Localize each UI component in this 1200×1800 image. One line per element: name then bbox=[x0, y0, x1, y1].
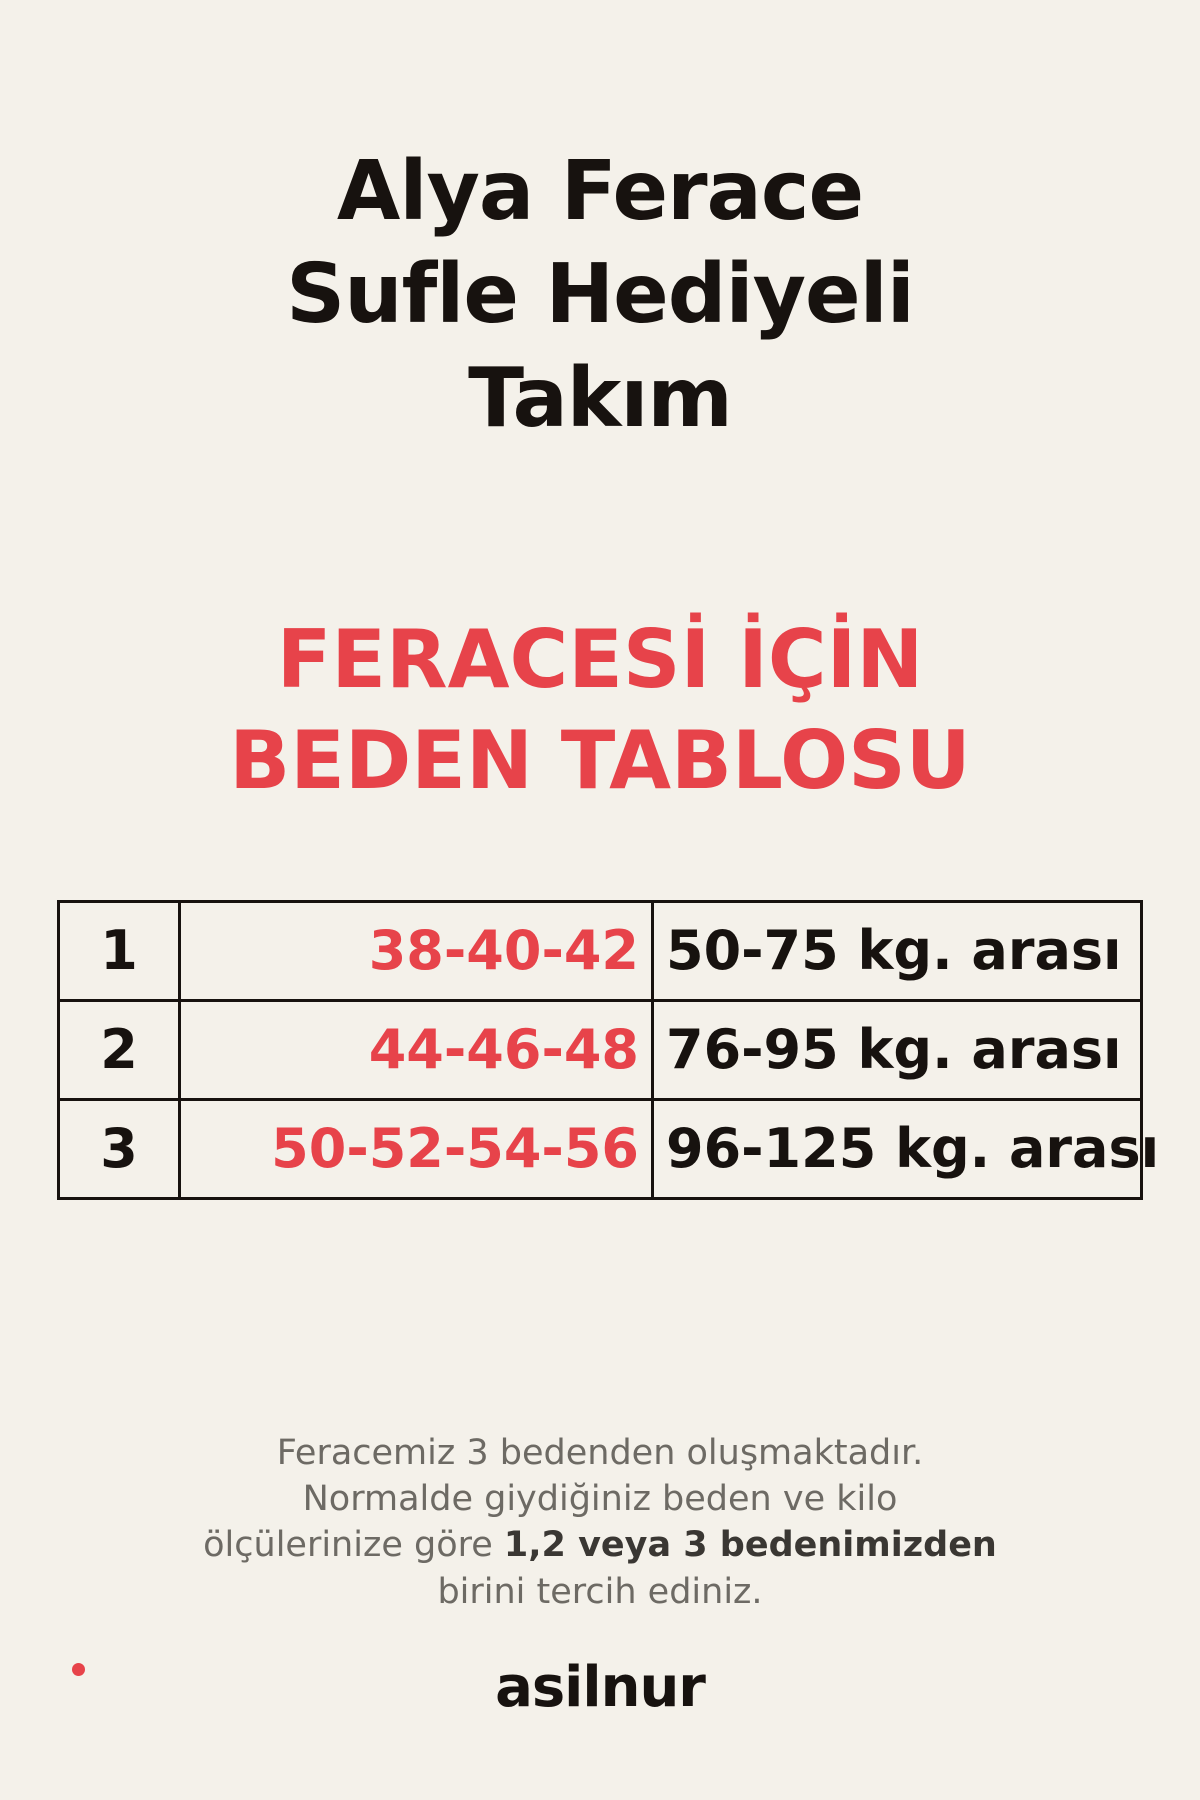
row-sizes: 38-40-42 bbox=[180, 902, 653, 1001]
size-note-line-1: Feracemiz 3 bedenden oluşmaktadır. bbox=[276, 1433, 924, 1473]
section-heading-line-2: BEDEN TABLOSU bbox=[229, 713, 971, 807]
size-note-line-2: Normalde giydiğiniz beden ve kilo bbox=[302, 1479, 898, 1520]
row-sizes: 44-46-48 bbox=[180, 1001, 653, 1100]
row-index: 2 bbox=[59, 1001, 180, 1100]
size-note bbox=[0, 1430, 1200, 1615]
table-row bbox=[59, 1001, 1142, 1100]
page-title-line-3: Takım bbox=[468, 350, 732, 446]
size-note-line-4: birini tercih ediniz. bbox=[437, 1571, 763, 1612]
section-heading-line-1: FERACESİ İÇİN bbox=[276, 613, 924, 706]
brand-logo-dot-icon bbox=[72, 1663, 85, 1676]
row-index: 1 bbox=[59, 902, 180, 1001]
size-note-line-3 bbox=[0, 1522, 1200, 1568]
table-row bbox=[59, 1100, 1142, 1199]
page-title-line-2: Sufle Hediyeli bbox=[286, 247, 914, 343]
brand-logo bbox=[0, 1655, 1200, 1720]
row-weight: 96-125 kg. arası bbox=[653, 1100, 1142, 1199]
brand-logo-text: asilnur bbox=[495, 1655, 705, 1720]
row-index: 3 bbox=[59, 1100, 180, 1199]
size-note-line-3-text: ölçülerinize göre bbox=[203, 1525, 504, 1566]
size-table-container bbox=[57, 900, 1160, 1200]
row-sizes: 50-52-54-56 bbox=[180, 1100, 653, 1199]
table-row bbox=[59, 902, 1142, 1001]
page-title-line-1: Alya Ferace bbox=[336, 144, 864, 239]
page-title bbox=[0, 140, 1200, 450]
size-table bbox=[57, 900, 1160, 1200]
row-weight: 50-75 kg. arası bbox=[653, 902, 1142, 1001]
size-note-emphasis: 1,2 veya 3 bedenimizden bbox=[503, 1525, 997, 1566]
row-weight: 76-95 kg. arası bbox=[653, 1001, 1142, 1100]
section-heading bbox=[0, 610, 1200, 812]
